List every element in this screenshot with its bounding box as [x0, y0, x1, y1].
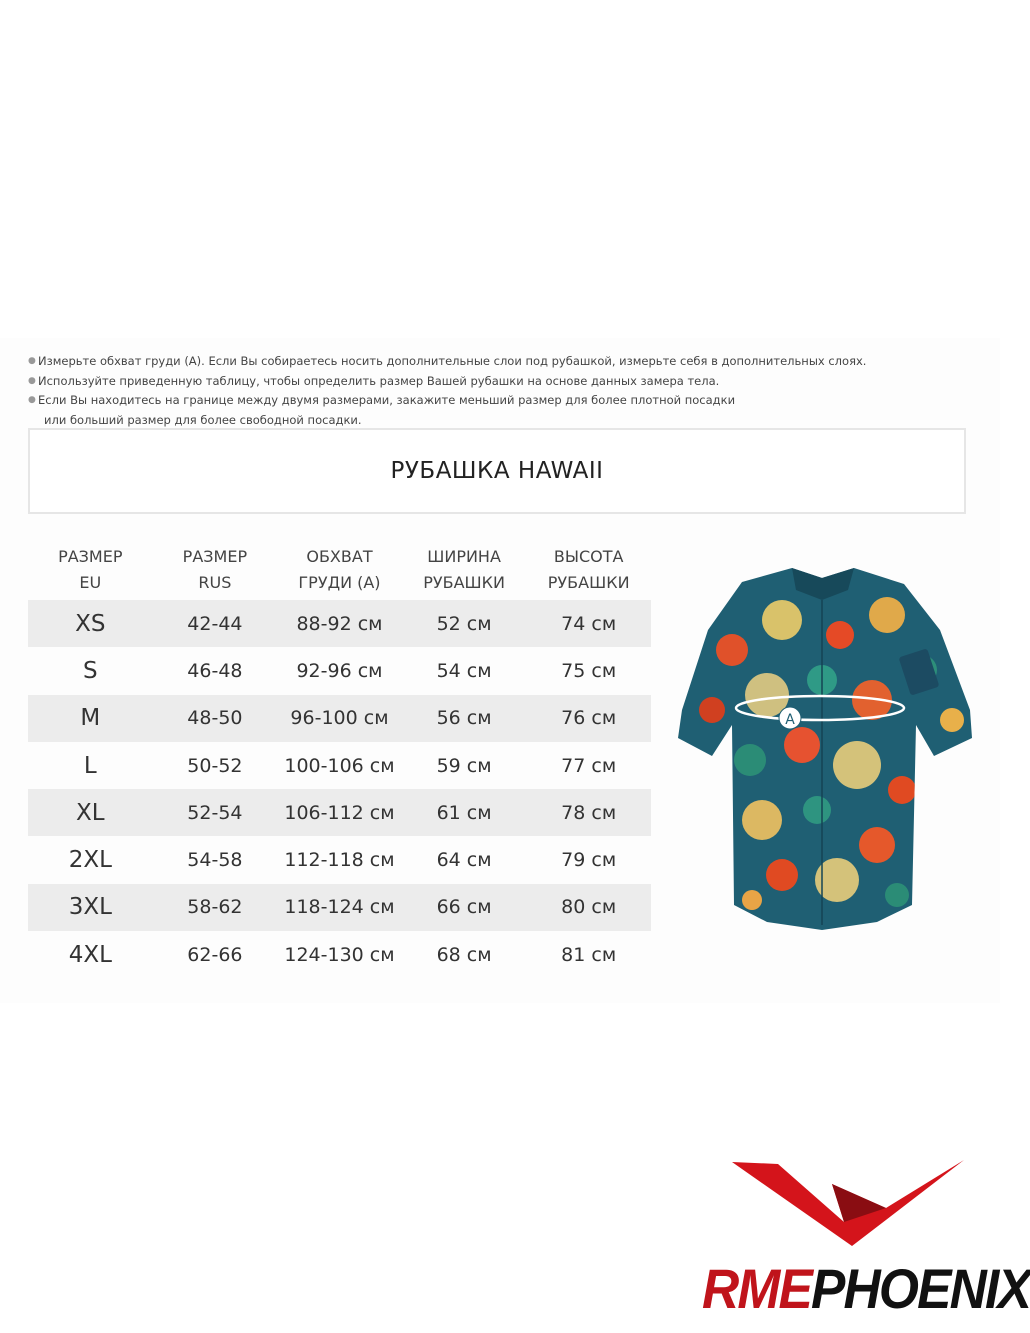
cell-size-rus: 52-54 [187, 801, 243, 824]
cell-width: 54 см [436, 659, 492, 682]
note-item: ● Если Вы находитесь на границе между двумя размерами, закажите меньший размер для более плотной посадки или больший размер для более свободной посадки. [28, 393, 736, 427]
note-item: ● Измерьте обхват груди (А). Если Вы собираетесь носить дополнительные слои под рубашкой, измерьте себя в дополнительных слоях. [28, 352, 958, 372]
cell-size-eu: S [82, 657, 98, 684]
header-size-eu: РАЗМЕР EU [58, 547, 123, 592]
table-row [28, 931, 651, 978]
cell-chest: 118-124 см [284, 896, 395, 919]
table-row [28, 789, 651, 836]
cell-chest: 92-96 см [296, 659, 383, 682]
cell-chest: 100-106 см [284, 754, 395, 777]
cell-size-eu: L [83, 752, 97, 779]
table-row [28, 836, 651, 883]
cell-size-eu: 2XL [68, 847, 112, 874]
bullet-icon: ● [28, 395, 36, 405]
table-row [28, 647, 651, 694]
cell-size-rus: 42-44 [187, 612, 243, 635]
cell-chest: 112-118 см [284, 849, 395, 872]
cell-chest: 124-130 см [284, 943, 395, 966]
cell-size-rus: 58-62 [187, 896, 243, 919]
cell-height: 78 см [561, 801, 617, 824]
table-row [28, 695, 651, 742]
cell-size-rus: 50-52 [187, 754, 243, 777]
note-item: ● Используйте приведенную таблицу, чтобы определить размер Вашей рубашки на основе данных замера тела. [28, 372, 958, 392]
cell-height: 75 см [561, 659, 617, 682]
cell-size-eu: XL [76, 799, 105, 826]
cell-height: 76 см [561, 707, 617, 730]
cell-size-rus: 62-66 [187, 943, 243, 966]
cell-height: 81 см [561, 943, 617, 966]
bullet-icon: ● [28, 356, 36, 366]
bullet-icon: ● [28, 375, 36, 386]
header-height: ВЫСОТА РУБАШКИ [547, 547, 630, 592]
table-header [28, 544, 651, 600]
cell-chest: 88-92 см [296, 612, 383, 635]
table-row [28, 600, 651, 647]
product-title: РУБАШКА HAWAII [390, 458, 604, 484]
cell-size-rus: 54-58 [187, 849, 243, 872]
cell-width: 52 см [436, 612, 492, 635]
cell-width: 61 см [436, 801, 492, 824]
cell-width: 68 см [436, 943, 492, 966]
cell-height: 79 см [561, 849, 617, 872]
cell-size-eu: 3XL [68, 894, 112, 921]
cell-width: 64 см [436, 849, 492, 872]
cell-width: 56 см [436, 707, 492, 730]
cell-height: 77 см [561, 754, 617, 777]
table-row [28, 884, 651, 931]
header-width: ШИРИНА РУБАШКИ [423, 547, 505, 592]
cell-chest: 96-100 см [290, 707, 389, 730]
size-table [28, 544, 651, 978]
product-title-box [28, 428, 966, 514]
cell-width: 59 см [436, 754, 492, 777]
cell-height: 74 см [561, 612, 617, 635]
cell-size-rus: 48-50 [187, 707, 243, 730]
shirt-marker-label: A [785, 712, 795, 728]
header-chest: ОБХВАТ ГРУДИ (А) [298, 547, 381, 592]
cell-width: 66 см [436, 896, 492, 919]
header-size-rus: РАЗМЕР RUS [182, 547, 248, 592]
cell-size-rus: 46-48 [187, 659, 243, 682]
table-row [28, 742, 651, 789]
cell-size-eu: XS [75, 610, 106, 637]
cell-size-eu: 4XL [68, 941, 112, 968]
cell-height: 80 см [561, 896, 617, 919]
shirt-illustration [672, 560, 977, 930]
phoenix-logo-icon [732, 1160, 964, 1246]
brand-logo-text: RMEPHOENIX [702, 1257, 1030, 1320]
cell-chest: 106-112 см [284, 801, 395, 824]
measurement-notes [28, 352, 958, 430]
cell-size-eu: M [80, 705, 101, 732]
